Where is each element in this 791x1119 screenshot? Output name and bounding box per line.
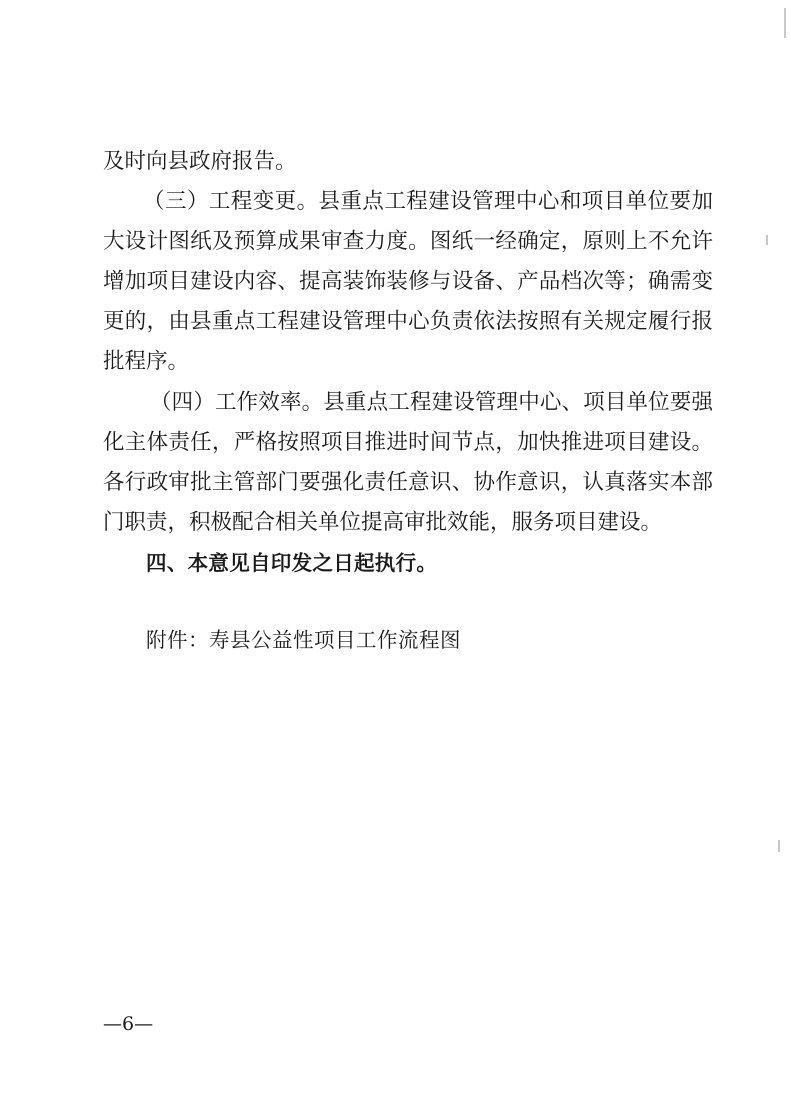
paragraph-line: 批程序。 — [103, 349, 190, 374]
scan-edge-mark — [778, 840, 780, 852]
paragraph-line: 增加项目建设内容、提高装饰装修与设备、产品档次等；确需变 — [103, 269, 713, 294]
paragraph-line: 及时向县政府报告。 — [103, 149, 297, 174]
paragraph-line: 门职责，积极配合相关单位提高审批效能，服务项目建设。 — [103, 510, 663, 535]
paragraph-line: 更的，由县重点工程建设管理中心负责依法按照有关规定履行报 — [103, 309, 713, 334]
paragraph-line: 大设计图纸及预算成果审查力度。图纸一经确定，原则上不允许 — [103, 229, 713, 254]
paragraph-line: 化主体责任，严格按照项目推进时间节点，加快推进项目建设。 — [103, 430, 713, 455]
section-heading: 四、本意见自印发之日起执行。 — [146, 551, 438, 575]
paragraph-line: （三）工程变更。县重点工程建设管理中心和项目单位要加 — [143, 189, 713, 214]
paragraph-line: （四）工作效率。县重点工程建设管理中心、项目单位要强 — [150, 390, 713, 415]
page-number: —6— — [103, 1013, 154, 1035]
scan-edge-mark — [784, 8, 786, 38]
attachment-note: 附件：寿县公益性项目工作流程图 — [146, 628, 461, 652]
scan-edge-mark — [766, 235, 768, 245]
paragraph-line: 各行政审批主管部门要强化责任意识、协作意识，认真落实本部 — [103, 470, 713, 495]
